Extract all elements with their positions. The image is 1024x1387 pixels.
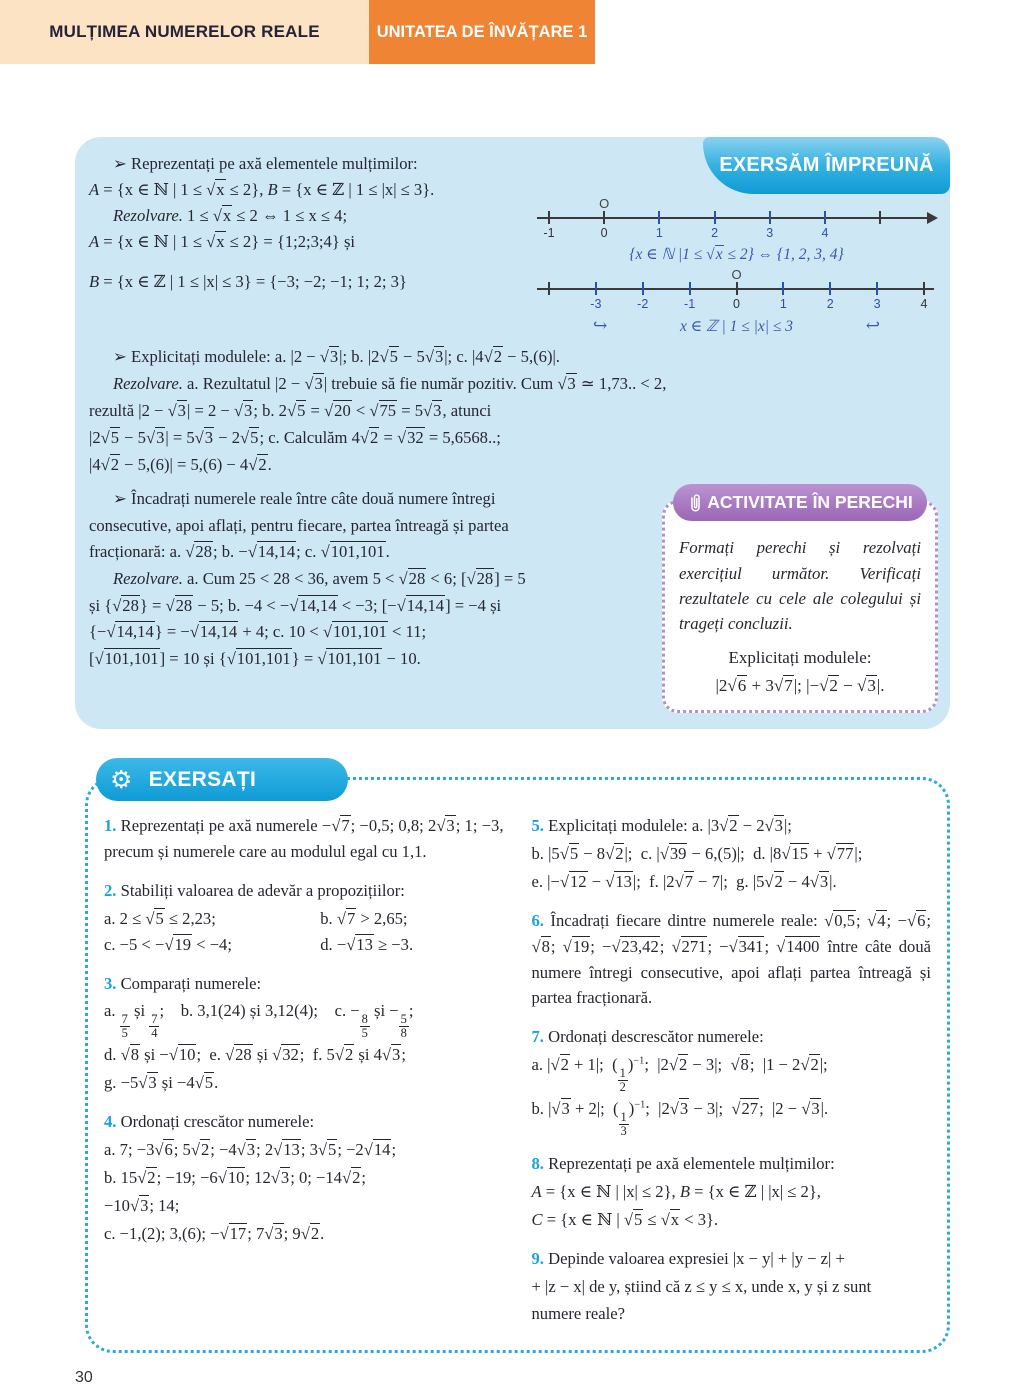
- math-line: rezultă |2 − √3| = 2 − √3; b. 2√5 = √20 < √75 = 5√3, atunci: [89, 400, 492, 420]
- exercise-number: 5.: [531, 816, 544, 836]
- exercise-text: 4. Ordonați crescător numerele:: [104, 1112, 315, 1132]
- exercise-text: e. |−√12 − √13|; f. |2√7 − 7|; g. |5√2 − 4√3|.: [531, 871, 837, 891]
- page-number: 30: [75, 1369, 93, 1387]
- exercise-item: [532, 908, 932, 1012]
- exercise-text: 1. Reprezentați pe axă numerele −√7; −0,5; 0,8; 2√3; 1; −3, precum și numerele care au modulul egal cu 1,1.: [104, 816, 504, 861]
- exercise-text: g. −5√3 și −4√5.: [104, 1073, 219, 1093]
- unit-tab: UNITATEA DE ÎNVĂȚARE 1: [369, 0, 595, 64]
- exercise-item: [104, 878, 504, 958]
- number-line-2-caption: x ∈ ℤ | 1 ≤ |x| ≤ 3: [679, 317, 794, 335]
- number-line-2-caption-row: [537, 316, 936, 336]
- exercise-item: [532, 1246, 932, 1328]
- exercise-subitem-grid: [104, 906, 504, 958]
- math-line: Rezolvare. a. Rezultatul |2 − √3| trebuie să fie număr pozitiv. Cum √3 ≃ 1,73.. < 2,: [113, 373, 667, 393]
- exercise-item: [532, 813, 932, 895]
- exercise-subitem: d. −√13 ≥ −3.: [320, 934, 414, 954]
- exercise-text: 6. Încadrați fiecare dintre numerele reale: √0,5; √4; −√6; √8; √19; −√23,42; √271; −√341; √1400 între câte două numere întregi consecutive, apoi aflați partea întreagă și partea fracționară.: [531, 910, 931, 1008]
- exercise-number: 9.: [531, 1248, 544, 1268]
- hook-arrow-right-icon: ↩: [865, 316, 880, 335]
- exercise-text: a. 7; −3√6; 5√2; −4√3; 2√13; 3√5; −2√14;: [104, 1139, 397, 1159]
- math-line: și {√28} = √28 − 5; b. −4 < −√14,14 < −3; [−√14,14] = −4 și: [89, 595, 502, 615]
- activity-expression: |2√6 + 3√7|; |−√2 − √3|.: [715, 676, 885, 696]
- math-line: fracționară: a. √28; b. −√14,14; c. √101,101.: [89, 542, 390, 562]
- axis-arrowhead-icon: [927, 212, 938, 224]
- paperclip-icon: [687, 492, 704, 514]
- exercise-text: 3. Comparați numerele:: [104, 973, 262, 993]
- page-header: [0, 0, 1024, 64]
- exercise-text: a. |√2 + 1|; ( $\frac{1}{2}$ )$^{-1}$; |2√2 − 3|; √8; |1 − 2√2|;: [531, 1055, 828, 1095]
- exercise-columns: [104, 804, 931, 1340]
- exersam-impreuna-title: EXERSĂM ÎMPREUNĂ: [703, 137, 950, 194]
- exercise-item: [104, 971, 504, 1097]
- exercise-text: C = {x ∈ ℕ | √5 ≤ √x < 3}.: [531, 1209, 719, 1229]
- activity-prompt: Explicitați modulele:: [728, 648, 872, 668]
- exercise-number: 7.: [531, 1027, 544, 1047]
- activity-body: Formați perechi și rezolvați exercițiul următor. Verificați rezultatele cu cele ale colegului și trageți concluzii.: [679, 538, 921, 633]
- exercise-subitem: c. −5 < −√19 < −4;: [104, 934, 232, 954]
- exercise-item: [104, 1109, 504, 1246]
- exercise-text: 8. Reprezentați pe axă elementele mulțimilor:: [531, 1154, 835, 1174]
- exercise-item: [532, 1151, 932, 1233]
- exercise-text: 9. Depinde valoarea expresiei |x − y| + |y − z| +: [531, 1248, 845, 1268]
- exercise-text: −10√3; 14;: [104, 1195, 180, 1215]
- exercise-text: 7. Ordonați descrescător numerele:: [531, 1027, 764, 1047]
- exercise-text: b. 15√2; −19; −6√10; 12√3; 0; −14√2;: [104, 1167, 366, 1187]
- worked-example-3-row: [75, 478, 950, 713]
- number-line-2: -3 -2 -1 0 O 1 2 3 4: [537, 272, 936, 318]
- math-line: A = {x ∈ ℕ | 1 ≤ √x ≤ 2} = {1;2;3;4} și: [89, 231, 356, 251]
- math-line: ➢ Încadrați numerele reale între câte două numere întregi: [113, 489, 496, 509]
- math-line: [√101,101] = 10 și {√101,101} = √101,101 − 10.: [89, 648, 421, 668]
- activity-title: ACTIVITATE ÎN PERECHI: [707, 492, 913, 513]
- exercise-number: 2.: [104, 880, 117, 900]
- exercise-text: 5. Explicitați modulele: a. |3√2 − 2√3|;: [531, 816, 792, 836]
- axis-line: [537, 217, 934, 219]
- exercises-left-column: [104, 804, 504, 1340]
- exercise-text: 2. Stabiliți valoarea de adevăr a propozițiilor:: [104, 880, 405, 900]
- exercise-number: 3.: [104, 973, 117, 993]
- exercise-number: 6.: [531, 910, 544, 930]
- exercise-number: 8.: [531, 1154, 544, 1174]
- exercise-text: a. $\frac{7}{5}$ și $\frac{7}{4}$ ; b. 3,1(24) și 3,12(4); c. − $\frac{8}{5}$ și − $\frac{5}{8}$ ;: [104, 1001, 414, 1041]
- activity-title-pill: [673, 484, 927, 521]
- activity-in-pairs-box: [662, 492, 938, 713]
- math-line: |2√5 − 5√3| = 5√3 − 2√5; c. Calculăm 4√2 = √32 = 5,6568..;: [89, 427, 501, 447]
- number-line-1: -1 0 O 1 2 3 4: [537, 201, 936, 247]
- exersati-box: [85, 765, 950, 1353]
- exercise-text: c. −1,(2); 3,(6); −√17; 7√3; 9√2.: [104, 1223, 325, 1243]
- exercise-subitem: a. 2 ≤ √5 ≤ 2,23;: [104, 908, 216, 928]
- number-line-1-caption: {x ∈ ℕ |1 ≤ √x ≤ 2} ⇔ {1, 2, 3, 4}: [629, 246, 844, 263]
- exersati-title-pill: [96, 758, 348, 801]
- exersati-title: EXERSAȚI: [148, 767, 257, 791]
- hook-arrow-left-icon: ↪: [593, 316, 608, 335]
- gear-icon: ⚙: [110, 765, 133, 795]
- math-line: |4√2 − 5,(6)| = 5,(6) − 4√2.: [89, 454, 272, 474]
- exercise-number: 4.: [104, 1112, 117, 1132]
- exercise-number: 1.: [104, 816, 117, 836]
- origin-marker: O: [599, 196, 610, 211]
- worked-example-1: [89, 151, 531, 336]
- exercise-text: b. |√3 + 2|; ( $\frac{1}{3}$ )$^{-1}$; |2√3 − 3|; √27; |2 − √3|.: [531, 1099, 829, 1138]
- exercise-text: + |z − x| de y, știind că z ≤ y ≤ x, unde x, y și z sunt: [531, 1276, 872, 1296]
- exercise-text: b. |5√5 − 8√2|; c. |√39 − 6,(5)|; d. |8√15 + √77|;: [531, 844, 863, 863]
- exercises-right-column: [532, 804, 932, 1340]
- exercise-item: [532, 1024, 932, 1138]
- math-line: B = {x ∈ ℤ | 1 ≤ |x| ≤ 3} = {−3; −2; −1; 1; 2; 3}: [89, 271, 407, 291]
- origin-marker: O: [731, 267, 742, 282]
- exercise-text: A = {x ∈ ℕ | |x| ≤ 2}, B = {x ∈ ℤ | |x| ≤ 2},: [531, 1181, 821, 1201]
- math-line: ➢ Explicitați modulele: a. |2 − √3|; b. |2√5 − 5√3|; c. |4√2 − 5,(6)|.: [113, 347, 560, 366]
- exercise-text: numere reale?: [531, 1304, 626, 1324]
- math-line: {−√14,14} = −√14,14 + 4; c. 10 < √101,101 < 11;: [89, 622, 427, 642]
- exercise-text: d. √8 și −√10; e. √28 și √32; f. 5√2 și 4√3;: [104, 1045, 406, 1065]
- exercise-item: [104, 813, 504, 865]
- exercise-subitem: b. √7 > 2,65;: [320, 908, 408, 928]
- math-line: consecutive, apoi aflați, pentru fiecare, partea întreagă și partea: [89, 515, 509, 535]
- chapter-title: MULȚIMEA NUMERELOR REALE: [0, 0, 369, 64]
- math-line: Rezolvare. a. Cum 25 < 28 < 36, avem 5 < √28 < 6; [√28] = 5: [113, 569, 526, 589]
- exersam-impreuna-panel: [75, 137, 950, 729]
- math-line: ➢ Reprezentați pe axă elementele mulțimilor:: [113, 154, 418, 173]
- math-line: Rezolvare. 1 ≤ √x ≤ 2 ⇔ 1 ≤ x ≤ 4;: [113, 205, 348, 225]
- worked-example-2: [75, 336, 950, 478]
- math-line: A = {x ∈ ℕ | 1 ≤ √x ≤ 2}, B = {x ∈ ℤ | 1 ≤ |x| ≤ 3}.: [89, 179, 435, 199]
- worked-example-3: [89, 486, 648, 713]
